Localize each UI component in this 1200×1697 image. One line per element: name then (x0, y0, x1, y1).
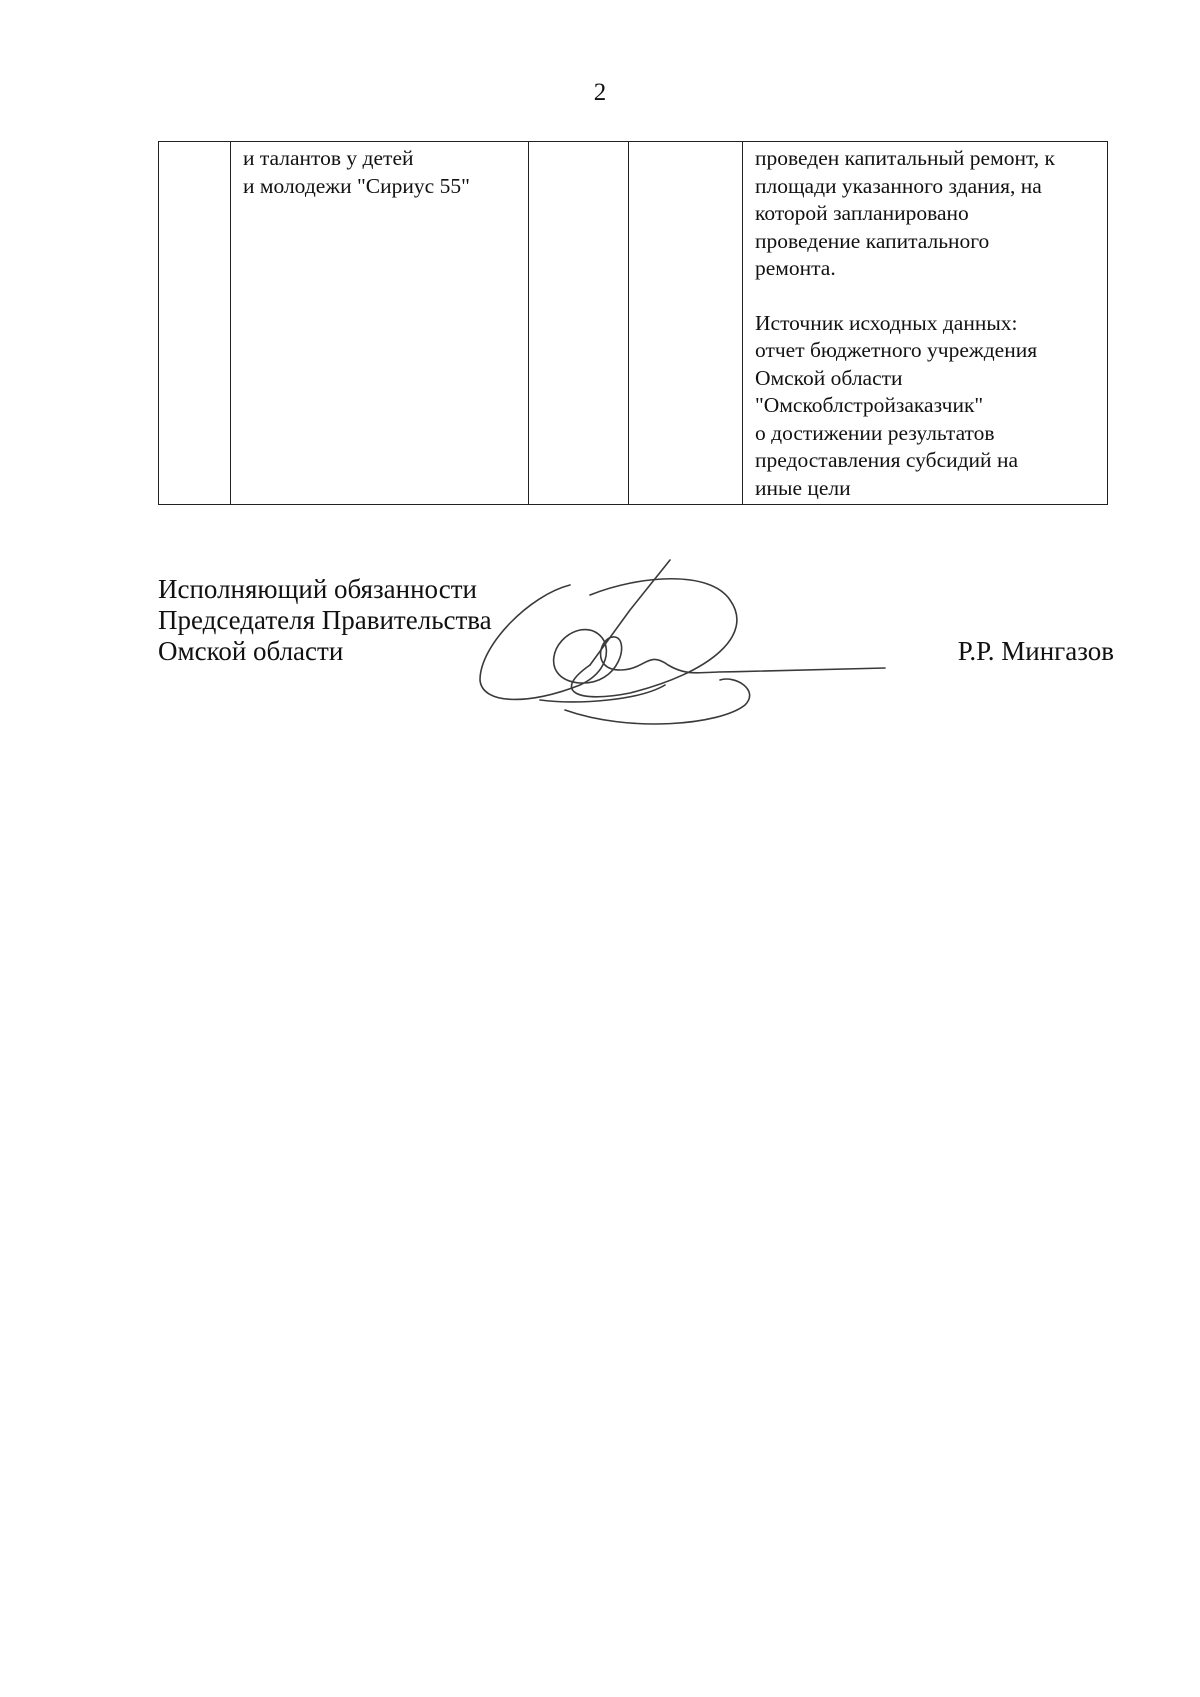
table-cell-name (231, 142, 529, 505)
table-row (159, 142, 1108, 505)
description-line: ремонта. (755, 256, 836, 280)
name-line: и молодежи "Сириус 55" (243, 173, 470, 198)
source-line: Омской области (755, 365, 903, 390)
table-cell-empty (629, 142, 743, 505)
description-line: которой запланировано (755, 201, 969, 225)
source-line: "Омскоблстройзаказчик" (755, 393, 984, 417)
source-line: отчет бюджетного учреждения (755, 338, 1038, 362)
description-line: площади указанного здания, на (755, 173, 1042, 198)
name-line: и талантов у детей (243, 146, 414, 170)
paragraph-gap (755, 283, 1107, 310)
source-line: о достижении результатов (755, 420, 995, 445)
handwritten-signature (470, 555, 970, 745)
document-table (158, 141, 1108, 505)
signer-name: Р.Р. Мингазов (957, 636, 1114, 666)
page-number: 2 (593, 79, 607, 106)
signatory-title-line: Исполняющий обязанности (158, 574, 477, 604)
signatory-title (158, 574, 492, 667)
table-cell-empty (529, 142, 629, 505)
table-cell-description (743, 142, 1108, 505)
source-line: предоставления субсидий на (755, 448, 1018, 472)
description-line: проведение капитального (755, 228, 990, 253)
signatory-title-line: Председателя Правительства (158, 605, 492, 635)
source-line: Источник исходных данных: (755, 310, 1018, 335)
description-line: проведен капитальный ремонт, к (755, 146, 1055, 170)
signatory-title-line: Омской области (158, 636, 344, 666)
table-cell-number (159, 142, 231, 505)
source-line: иные цели (755, 475, 851, 500)
